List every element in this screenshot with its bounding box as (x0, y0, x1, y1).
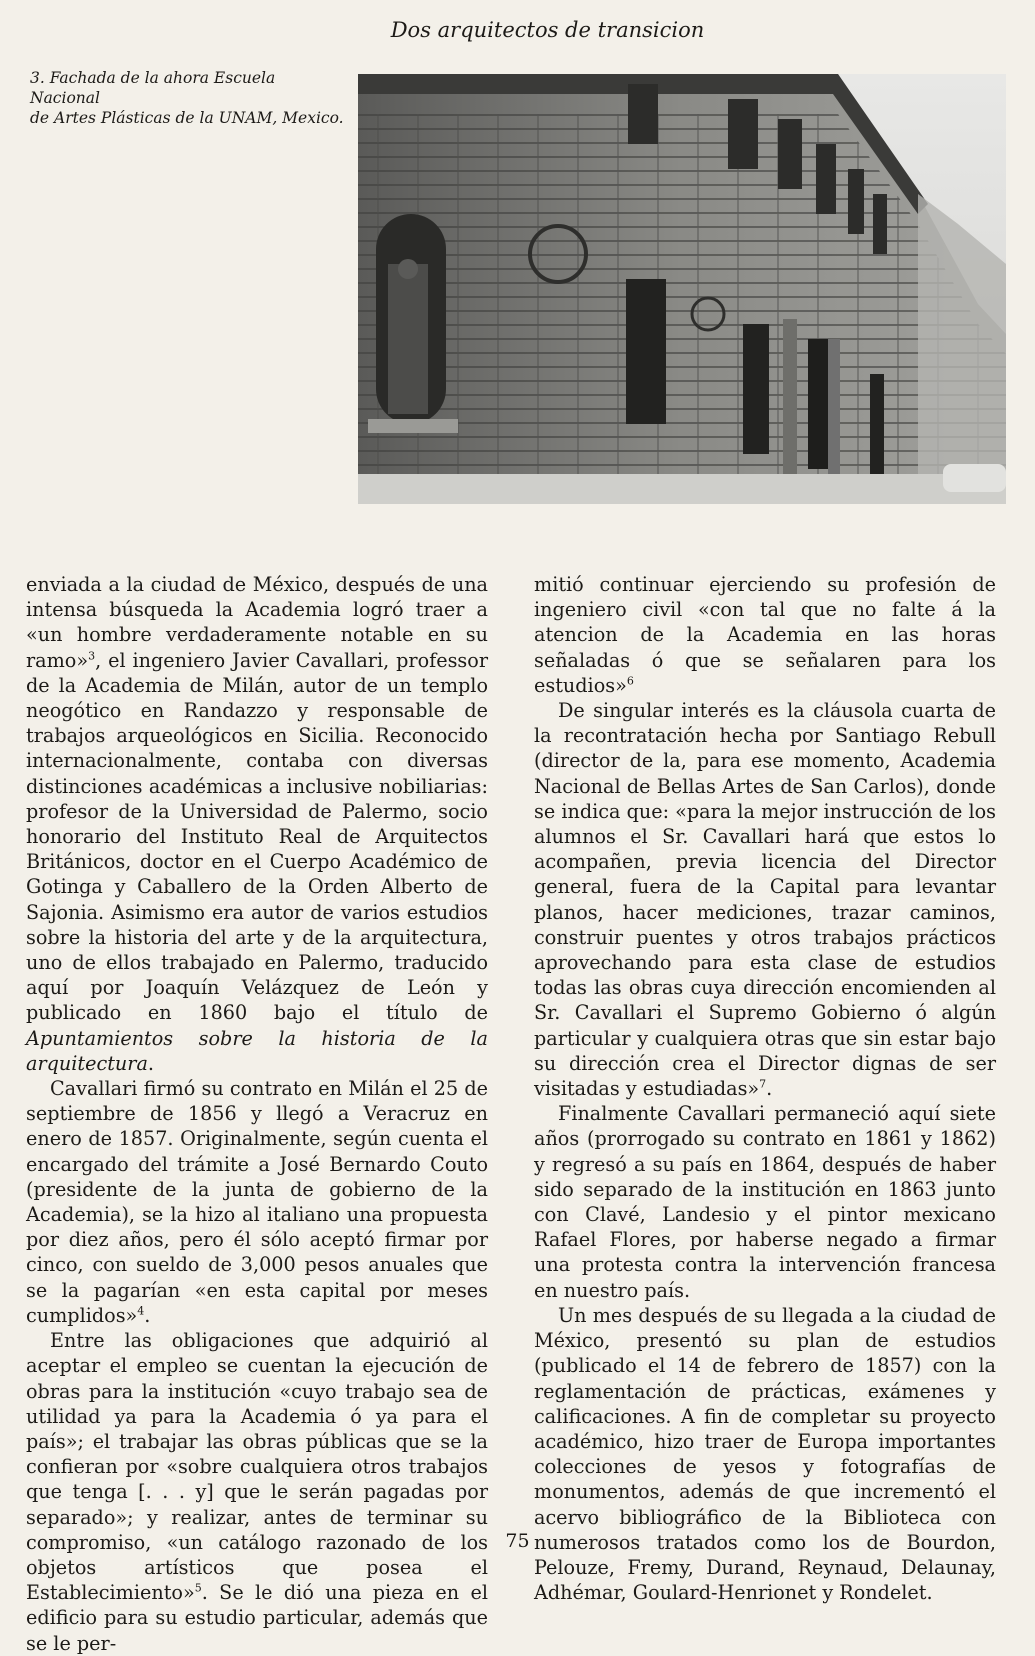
footnote-ref: 3 (88, 649, 96, 663)
text: . (147, 1051, 154, 1075)
left-column (26, 572, 488, 1656)
left-paragraph-2 (26, 1076, 488, 1328)
facade-illustration (358, 74, 1006, 504)
right-paragraph-2 (534, 698, 996, 1101)
text: mitió continuar ejerciendo su profesión de ingeniero civil «con tal que no falte á la atencion de la Academia en las horas señaladas ó que se señalaren para los estudios» (534, 573, 996, 697)
text: De singular interés es la cláusola cuarta de la recontratación hecha por Santiago Rebull (director de la, para ese momento, Academia Nacional de Bellas Artes de San Carlos), donde se indica que: «para la mejor instrucción de los alumnos el Sr. Cavallari hará que estos lo acompañen, previa licencia del Director general, fuera de la Capital para levantar planos, hacer mediciones, trazar caminos, construir puentes y otros trabajos prácticos aprovechando para esta clase de estudios todas las obras cuya dirección encomienden al Sr. Cavallari el Supremo Gobierno ó algún particular y cualquiera otras que sin estar bajo su dirección crea el Director dignas de ser visitadas y estudiadas» (534, 699, 996, 1101)
figure-caption (30, 68, 350, 128)
text: . Se le dió una pieza en el edificio para su estudio particular, además que se le per- (26, 1581, 488, 1655)
running-title: Dos arquitectos de transicion (390, 18, 705, 42)
text: enviada a la ciudad de México, después de una intensa búsqueda la Academia logró traer a «un hombre verdaderamente notable en su ramo» (26, 573, 488, 672)
footnote-ref: 5 (194, 1581, 202, 1595)
left-paragraph-1 (26, 572, 488, 1076)
building-facade-photo (358, 74, 1006, 504)
footnote-ref: 6 (626, 674, 634, 688)
text: . (766, 1077, 773, 1101)
caption-line-1: 3. Fachada de la ahora Escuela Nacional (30, 69, 276, 107)
text: Entre las obligaciones que adquirió al aceptar el empleo se cuentan la ejecución de obras para la institución «cuyo trabajo sea de utilidad ya para la Academia ó ya para el país»; el trabajar las obras públicas que se la confieran por «sobre cualquiera otros trabajos que tenga [. . . y] que le serán pagadas por separado»; y realizar, antes de terminar su compromiso, «un catálogo razonado de los objetos artísticos que posea el Establecimiento» (26, 1329, 488, 1605)
text: Cavallari firmó su contrato en Milán el 25 de septiembre de 1856 y llegó a Veracruz en enero de 1857. Originalmente, según cuenta el encargado del trámite a José Bernardo Couto (presidente de la junta de gobierno de la Academia), se la hizo al italiano una propuesta por diez años, pero él sólo aceptó firmar por cinco, con sueldo de 3,000 pesos anuales que se la pagarían «en esta capital por meses cumplidos» (26, 1077, 488, 1327)
book-title: Apuntamientos sobre la historia de la arquitectura (26, 1026, 488, 1075)
left-paragraph-3 (26, 1328, 488, 1656)
footnote-ref: 7 (759, 1077, 767, 1091)
right-paragraph-3: Finalmente Cavallari permaneció aquí siete años (prorrogado su contrato en 1861 y 1862) y regresó a su país en 1864, después de haber sido separado de la institución en 1863 junto con Clavé, Landesio y el pintor mexicano Rafael Flores, por haberse negado a firmar una protesta contra la intervención francesa en nuestro país. (534, 1102, 996, 1302)
right-paragraph-4: Un mes después de su llegada a la ciudad de México, presentó su plan de estudios (publicado el 14 de febrero de 1857) con la reglamentación de prácticas, exámenes y calificaciones. A fin de completar su proyecto académico, hizo traer de Europa importantes colecciones de yesos y fotografías de monumentos, además de que incrementó el acervo bibliográfico de la Biblioteca con numerosos tratados como los de Bourdon, Pelouze, Fremy, Durand, Reynaud, Delaunay, Adhémar, Goulard-Henrionet y Rondelet. (534, 1303, 996, 1605)
text: . (144, 1303, 151, 1327)
footnote-ref: 4 (137, 1304, 145, 1318)
caption-line-2: de Artes Plásticas de la UNAM, Mexico. (30, 109, 344, 127)
right-paragraph-1 (534, 572, 996, 698)
page-number: 75 (505, 1530, 530, 1552)
running-header (0, 18, 1035, 42)
text: , el ingeniero Javier Cavallari, professor de la Academia de Milán, autor de un templo neogótico en Randazzo y responsable de trabajos arqueológicos en Sicilia. Reconocido internacionalmente, contaba con diversas distinciones académicas a inclusive nobiliarias: profesor de la Universidad de Palermo, socio honorario del Instituto Real de Arquitectos Británicos, doctor en el Cuerpo Académico de Gotinga y Caballero de la Orden Alberto de Sajonia. Asimismo era autor de varios estudios sobre la historia del arte y de la arquitectura, uno de ellos trabajado en Palermo, traducido aquí por Joaquín Velázquez de León y publicado en 1860 bajo el título de (26, 648, 488, 1025)
right-column (534, 572, 996, 1605)
